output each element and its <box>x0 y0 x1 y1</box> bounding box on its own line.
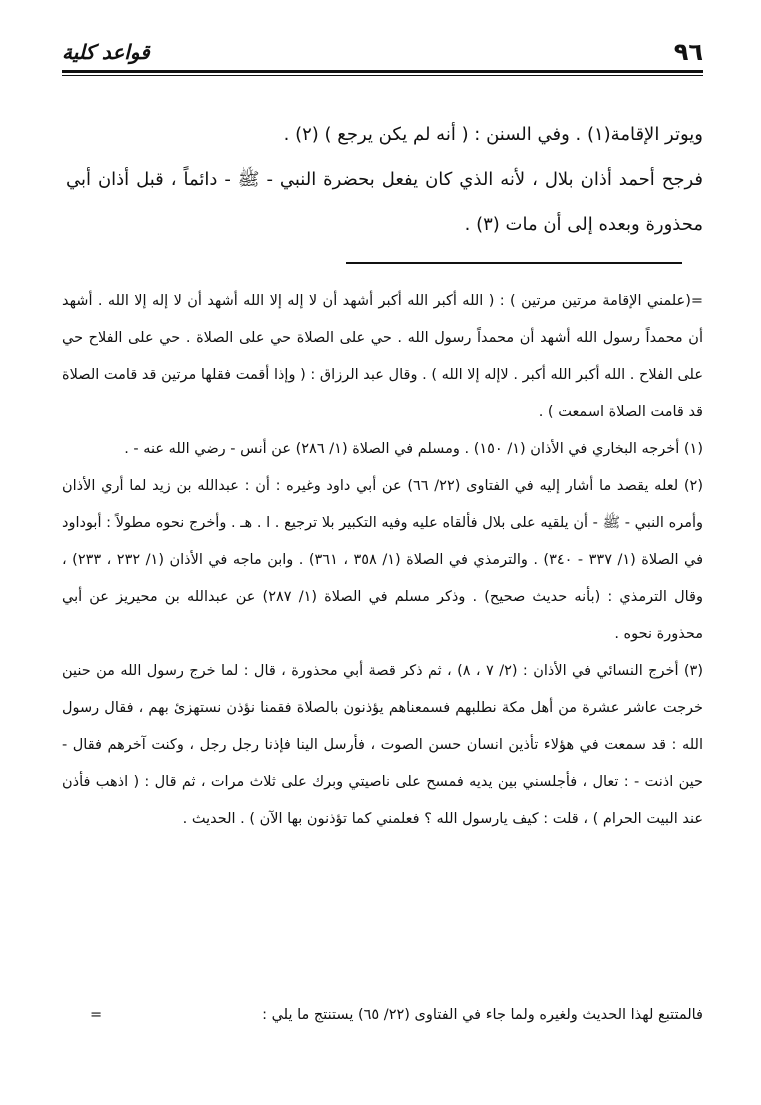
footnote-continued: =(علمني الإقامة مرتين مرتين ) : ( الله أكبر الله أكبر أشهد أن لا إله إلا الله أشهد أن لا إله إلا الله . أشهد أن محمداً رسول الله أشهد أن محمداً رسول الله . حي على الصلاة حي على الصلاة . حي على الفلاح حي على الفلاح . الله أكبر الله أكبر . لاإله إلا الله ) . وقال عبد الرزاق : ( وإذا أقمت فقلها مرتين قد قامت الصلاة قد قامت الصلاة اسمعت ) . <box>62 293 703 420</box>
footnote-3: (٣) أخرج النسائي في الأذان : (٢/ ٧ ، ٨) ، ثم ذكر قصة أبي محذورة ، قال : لما خرج رسول الله من حنين خرجت عاشر عشرة من أهل مكة نطلبهم فسمعناهم يؤذنون بالصلاة فقمنا نؤذن نستهزئ بهم ، فقال رسول الله : قد سمعت في هؤلاء تأذين انسان حسن الصوت ، فأرسل الينا فإذنا رجل رجل ، وكنت آخرهم فقال - حين اذنت - : تعال ، فأجلسني بين يديه فمسح على ناصيتي وبرك على ثلاث مرات ، ثم قال : ( اذهب فأذن عند البيت الحرام ) ، قلت : كيف يارسول الله ؟ فعلمني كما تؤذنون بها الآن ) . الحديث . <box>62 663 703 827</box>
footnote-1: (١) أخرجه البخاري في الأذان (١/ ١٥٠) . ومسلم في الصلاة (١/ ٢٨٦) عن أنس - رضي الله عنه - . <box>124 441 703 457</box>
footnotes <box>62 283 703 838</box>
main-paragraph-1: ويوتر الإقامة(١) . وفي السنن : ( أنه لم يكن يرجع ) (٢) . <box>283 124 703 145</box>
page-number: ٩٦ <box>673 38 703 66</box>
main-text <box>66 112 703 247</box>
footnote-2: (٢) لعله يقصد ما أشار إليه في الفتاوى (٢٢/ ٦٦) عن أبي داود وغيره : أن : عبدالله بن زيد لما أري الأذان وأمره النبي - ﷺ - أن يلقيه على بلال فألقاه عليه وفيه التكبير بلا ترجيع . ا . هـ . وأخرج نحوه مطولاً : أبوداود في الصلاة (١/ ٣٣٧ - ٣٤٠) . والترمذي في الصلاة (١/ ٣٥٨ ، ٣٦١) . وابن ماجه في الأذان (١/ ٢٣٢ ، ٢٣٣) ، وقال الترمذي : (بأنه حديث صحيح) . وذكر مسلم في الصلاة (١/ ٢٨٧) عن عبدالله بن محيريز عن أبي محذورة نحوه . <box>62 478 704 642</box>
closing-line <box>62 1000 703 1030</box>
running-title: قواعد كلية <box>62 40 150 64</box>
header-rule-thick <box>62 70 703 73</box>
closing-text: فالمتتبع لهذا الحديث ولغيره ولما جاء في الفتاوى (٢٢/ ٦٥) يستنتج ما يلي : <box>262 1007 703 1023</box>
header-rule-thin <box>62 75 703 76</box>
page-header <box>62 38 703 68</box>
continuation-mark: = <box>90 1007 103 1023</box>
main-paragraph-2: فرجح أحمد أذان بلال ، لأنه الذي كان يفعل بحضرة النبي - ﷺ - دائماً ، قبل أذان أبي محذورة وبعده إلى أن مات (٣) . <box>66 169 703 235</box>
footnote-separator <box>346 262 682 264</box>
